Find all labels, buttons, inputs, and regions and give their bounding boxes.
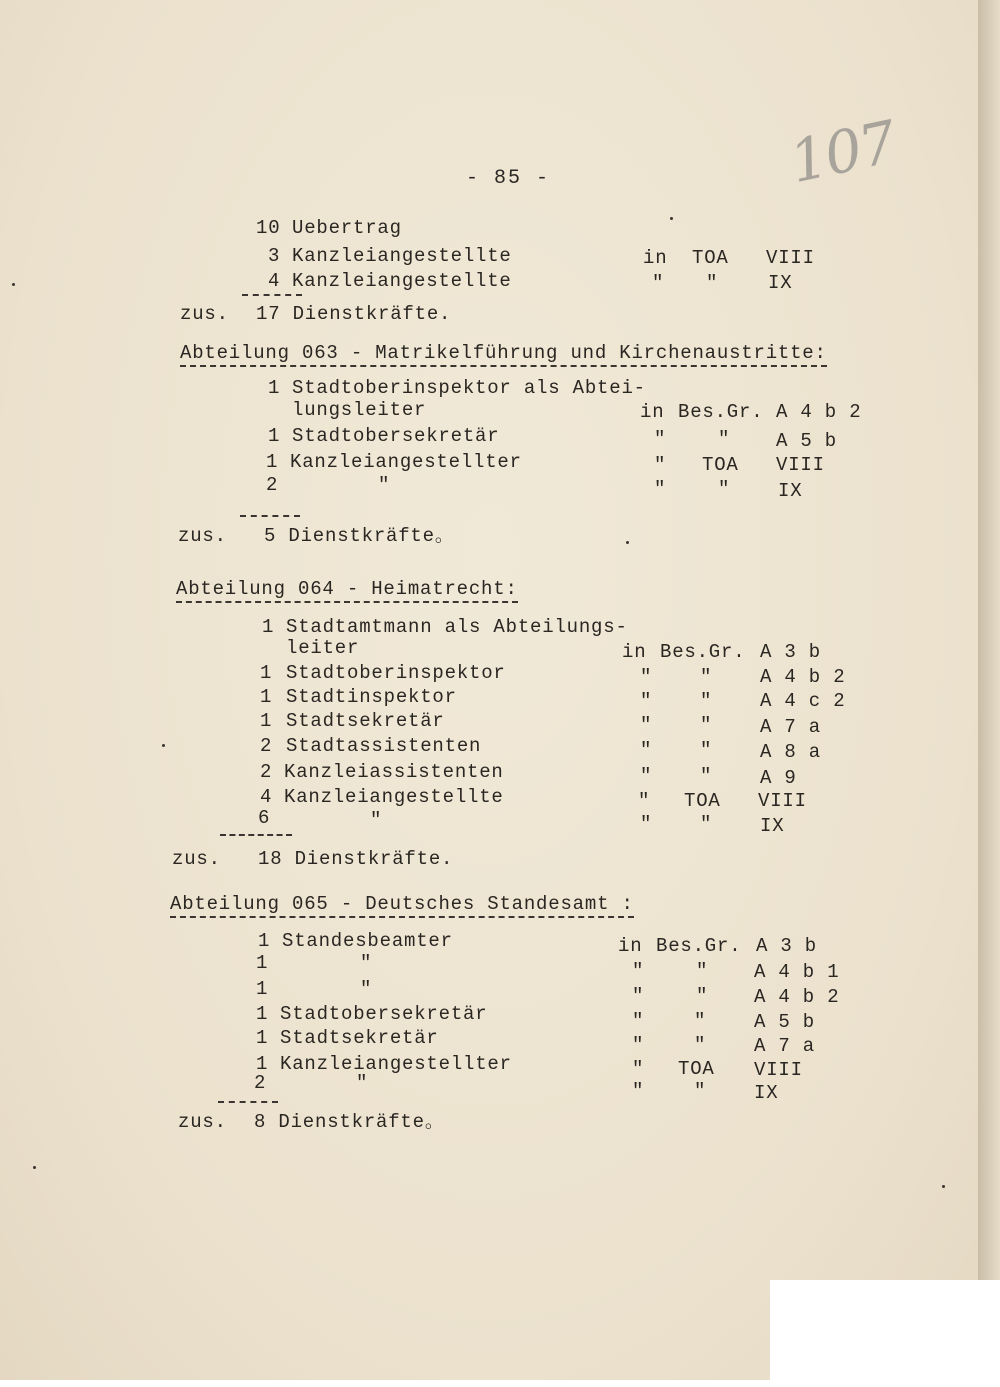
scan-speck [162,744,165,747]
row-grade: VIII [758,790,807,812]
sum-rule [240,515,300,517]
row-count: 1 [258,930,271,952]
row-scale: " [694,1080,707,1102]
row-title: Stadtinspektor [286,686,457,708]
row-scale: " [700,765,713,787]
row-scale: " [700,690,713,712]
row-prep: " [652,272,665,294]
row-grade: A 4 b 2 [754,986,840,1008]
row-title: Stadtsekretär [280,1027,439,1049]
page-edge-shadow [978,0,1000,1280]
row-count: 1 [256,952,269,974]
row-grade: A 3 b [760,641,822,663]
row-title: Stadtamtmann als Abteilungs- [286,616,628,638]
row-grade: A 7 a [754,1035,816,1057]
row-title: Stadtoberinspektor als Abtei- [292,377,646,399]
folio-number-handwritten: 107 [784,107,901,197]
row-scale: " [700,714,713,736]
row-grade: A 9 [760,767,797,789]
sum-rule [218,1101,278,1103]
section-heading: Abteilung 065 - Deutsches Standesamt : [170,893,634,918]
row-scale: " [696,960,709,982]
row-scale: Bes.Gr. [656,935,742,957]
row-count: 1 [268,377,281,399]
row-prep: in [643,247,668,269]
row-title-ditto: " [370,809,383,831]
row-prep: in [618,935,643,957]
row-prep: " [640,666,653,688]
row-scale: " [718,428,731,450]
row-prep: " [632,960,645,982]
row-title: Uebertrag [292,217,402,239]
total-line: 17 Dienstkräfte. [256,303,452,325]
section-heading: Abteilung 063 - Matrikelführung und Kirchenaustritte: [180,342,827,367]
row-scale: Bes.Gr. [678,401,764,423]
row-title: Stadtoberinspektor [286,662,506,684]
row-prep: " [654,428,667,450]
total-prefix: zus. [178,525,227,547]
row-prep: " [640,714,653,736]
row-count: 1 [256,978,269,1000]
row-count: 4 [268,270,281,292]
sum-rule [242,294,302,296]
row-grade: A 8 a [760,741,822,763]
row-title: Stadtassistenten [286,735,482,757]
row-scale: " [718,478,731,500]
total-prefix: zus. [172,848,221,870]
row-scale: TOA [692,247,729,269]
total-line: 5 Dienstkräfte。 [264,525,455,547]
row-scale: " [700,666,713,688]
row-grade: A 4 b 2 [760,666,846,688]
row-prep: " [640,765,653,787]
row-scale: " [706,272,719,294]
row-prep: " [632,1034,645,1056]
row-grade: VIII [776,454,825,476]
row-prep: in [622,641,647,663]
row-scale: " [694,1010,707,1032]
row-scale: " [700,739,713,761]
row-grade: A 3 b [756,935,818,957]
row-scale: " [700,813,713,835]
row-prep: in [640,401,665,423]
row-prep: " [640,690,653,712]
row-grade: VIII [754,1059,803,1081]
row-prep: " [640,739,653,761]
row-scale: " [696,985,709,1007]
row-grade: A 5 b [754,1011,816,1033]
row-title: Kanzleiangestellte [292,245,512,267]
row-title: Kanzleiassistenten [284,761,504,783]
sum-rule [220,834,292,836]
row-grade: A 4 b 1 [754,961,840,983]
row-prep: " [632,1058,645,1080]
row-grade: A 7 a [760,716,822,738]
row-count: 1 [266,451,279,473]
row-title-ditto: " [356,1072,369,1094]
scan-speck [942,1185,945,1188]
row-title-ditto: " [360,978,373,1000]
row-count: 1 [268,425,281,447]
row-count: 1 [256,1003,269,1025]
row-title: Stadtsekretär [286,710,445,732]
row-prep: " [654,454,667,476]
row-title: Stadtobersekretär [280,1003,488,1025]
row-count: 2 [254,1072,267,1094]
row-count: 1 [260,710,273,732]
total-prefix: zus. [178,1111,227,1133]
row-title-ditto: " [378,474,391,496]
row-count: 1 [260,662,273,684]
row-count: 3 [268,245,281,267]
row-scale: Bes.Gr. [660,641,746,663]
total-line: 18 Dienstkräfte. [258,848,454,870]
section-heading: Abteilung 064 - Heimatrecht: [176,578,518,603]
row-count: 4 [260,786,273,808]
row-count: 1 [256,1027,269,1049]
row-title: Standesbeamter [282,930,453,952]
row-count: 1 [262,616,275,638]
row-grade: IX [778,480,803,502]
row-grade: A 4 b 2 [776,401,862,423]
row-count: 2 [260,735,273,757]
row-scale: TOA [678,1058,715,1080]
row-prep: " [632,1010,645,1032]
row-title-ditto: " [360,952,373,974]
row-title: Kanzleiangestellte [292,270,512,292]
row-grade: IX [754,1082,779,1104]
row-grade: IX [760,815,785,837]
row-count: 10 [256,217,281,239]
row-title-continued: leiter [286,637,360,659]
row-grade: IX [768,272,793,294]
scan-speck [33,1166,36,1169]
row-count: 1 [260,686,273,708]
row-scale: " [694,1034,707,1056]
row-title-continued: lungsleiter [292,399,427,421]
row-count: 2 [266,474,279,496]
total-prefix: zus. [180,303,229,325]
total-line: 8 Dienstkräfte。 [254,1111,445,1133]
row-grade: VIII [766,247,815,269]
row-prep: " [638,790,651,812]
scan-corner-blank [770,1280,1000,1387]
row-prep: " [654,478,667,500]
scan-speck [626,541,629,544]
row-prep: " [632,1080,645,1102]
row-title: Kanzleiangestellter [290,451,522,473]
row-count: 6 [258,807,271,829]
row-scale: TOA [684,790,721,812]
row-grade: A 5 b [776,430,838,452]
row-title: Kanzleiangestellte [284,786,504,808]
scan-speck [670,217,673,220]
page-number: - 85 - [466,167,551,190]
row-count: 1 [256,1053,269,1075]
row-prep: " [632,985,645,1007]
scan-speck [12,283,15,286]
row-scale: TOA [702,454,739,476]
row-title: Stadtobersekretär [292,425,500,447]
row-grade: A 4 c 2 [760,690,846,712]
row-count: 2 [260,761,273,783]
row-prep: " [640,813,653,835]
row-title: Kanzleiangestellter [280,1053,512,1075]
